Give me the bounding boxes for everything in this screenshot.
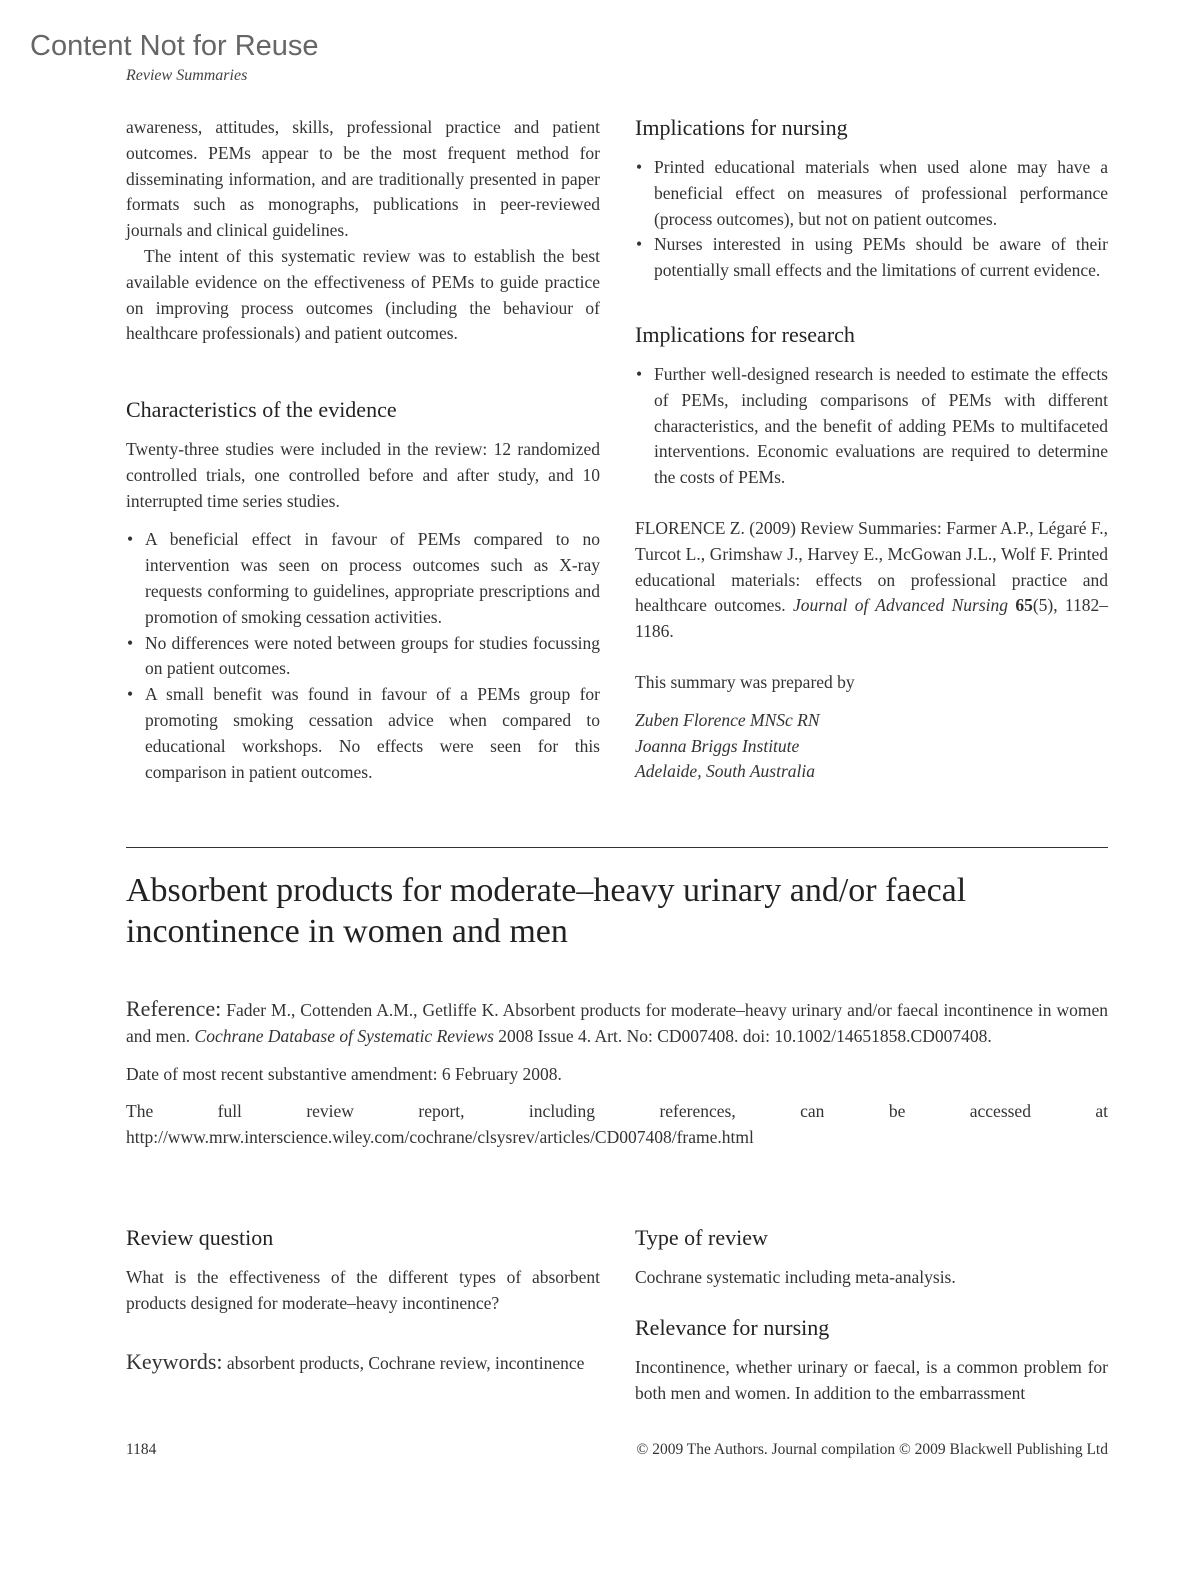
review-question-text: What is the effectiveness of the different types of absorbent products designed for moderate–heavy incontinence?	[126, 1267, 600, 1313]
relevance-text: Incontinence, whether urinary or faecal, is a common problem for both men and women. In addition to the embarrassment	[635, 1356, 1108, 1403]
prepared-by-section	[635, 670, 1108, 785]
characteristics-heading: Characteristics of the evidence	[126, 397, 397, 422]
copyright: © 2009 The Authors. Journal compilation © 2009 Blackwell Publishing Ltd	[636, 1441, 1108, 1458]
implications-research-heading: Implications for research	[635, 322, 855, 347]
type-of-review-text: Cochrane systematic including meta-analysis.	[635, 1267, 956, 1287]
author-line: Zuben Florence MNSc RN	[635, 709, 820, 730]
citation-text: FLORENCE Z. (2009) Review Summaries: Farmer A.P., Légaré F., Turcot L., Grimshaw J., Harvey E., McGowan J.L., Wolf F. Printed educational materials: effects on professional practice and healthcare outcomes.	[635, 518, 1108, 616]
keywords-label: Keywords:	[126, 1348, 223, 1374]
type-of-review-heading: Type of review	[635, 1225, 768, 1250]
citation	[635, 516, 1108, 645]
access-link[interactable]: The full review report, including references, can be accessed at http://www.mrw.interscience.wiley.com/cochrane/clsysrev/articles/CD007408/frame.html	[126, 1101, 1108, 1148]
keywords	[126, 1349, 600, 1377]
list-item: • A small benefit was found in favour of a PEMs group for promoting smoking cessation advice when compared to educational workshops. No effects were seen for this comparison in patient outcomes.	[126, 682, 600, 785]
citation-section	[635, 516, 1108, 645]
citation-volume: 65	[1015, 595, 1033, 616]
page-number: 1184	[126, 1441, 157, 1458]
list-item: • No differences were noted between groups for studies focussing on patient outcomes.	[126, 631, 600, 683]
list-item: • Printed educational materials when used alone may have a beneficial effect on measures of professional performance (process outcomes), but not on patient outcomes.	[635, 155, 1108, 232]
implications-nursing-list	[635, 155, 1108, 284]
article-title: Absorbent products for moderate–heavy urinary and/or faecal incontinence in women and men	[126, 872, 967, 950]
reference-details: 2008 Issue 4. Art. No: CD007408. doi: 10.1002/14651858.CD007408.	[493, 1025, 992, 1046]
amendment-date: Date of most recent substantive amendment: 6 February 2008.	[126, 1063, 562, 1084]
implications-nursing-section	[635, 115, 1108, 284]
reference-text: Fader M., Cottenden A.M., Getliffe K. Absorbent products for moderate–heavy urinary and/or faecal incontinence in women and men.	[126, 1000, 1108, 1046]
review-question-section	[126, 1225, 600, 1376]
reference-block	[126, 996, 1108, 1151]
prepared-by: This summary was prepared by	[635, 672, 855, 692]
relevance-heading: Relevance for nursing	[635, 1314, 830, 1340]
author-line: Joanna Briggs Institute	[635, 735, 800, 756]
list-item: • A beneficial effect in favour of PEMs compared to no intervention was seen on process outcomes such as X-ray requests conforming to guidelines, appropriate prescriptions and promotion of smoking cessation activities.	[126, 527, 600, 630]
running-head: Review Summaries	[126, 67, 248, 84]
characteristics-text: Twenty-three studies were included in the review: 12 randomized controlled trials, one controlled before and after study, and 10 interrupted time series studies.	[126, 439, 600, 511]
reference	[126, 996, 1108, 1050]
reference-journal: Cochrane Database of Systematic Reviews	[194, 1025, 494, 1046]
implications-nursing-heading: Implications for nursing	[635, 115, 848, 140]
list-item: • Nurses interested in using PEMs should be aware of their potentially small effects and the limitations of current evidence.	[635, 232, 1108, 284]
citation-journal: Journal of Advanced Nursing	[792, 595, 1008, 616]
citation-issue-pages: (5), 1182–1186.	[635, 595, 1108, 642]
intro-paragraph-2: The intent of this systematic review was to establish the best available evidence on the effectiveness of PEMs to guide practice on improving process outcomes (including the behaviour of healthcare professionals) and patient outcomes.	[126, 245, 600, 344]
keywords-text: absorbent products, Cochrane review, incontinence	[222, 1352, 585, 1373]
watermark: Content Not for Reuse	[30, 30, 319, 62]
author-block	[635, 708, 1108, 785]
characteristics-list	[126, 527, 600, 785]
intro-paragraph-1: awareness, attitudes, skills, professional practice and patient outcomes. PEMs appear to be the most frequent method for disseminating information, and are traditionally presented in paper formats such as monographs, publications in peer-reviewed journals and clinical guidelines.	[126, 117, 600, 241]
section-divider	[126, 847, 1108, 848]
implications-research-list	[635, 362, 1108, 491]
characteristics-section	[126, 397, 600, 785]
list-item: • Further well-designed research is needed to estimate the effects of PEMs, including comparisons of PEMs with different characteristics, and the benefit of adding PEMs to multifaceted interventions. Economic evaluations are required to determine the costs of PEMs.	[635, 362, 1108, 491]
review-question-heading: Review question	[126, 1225, 274, 1250]
author-line: Adelaide, South Australia	[635, 761, 816, 782]
type-of-review-section	[635, 1225, 1108, 1406]
implications-research-section	[635, 322, 1108, 491]
intro-section	[126, 115, 600, 347]
reference-label: Reference:	[126, 996, 222, 1021]
